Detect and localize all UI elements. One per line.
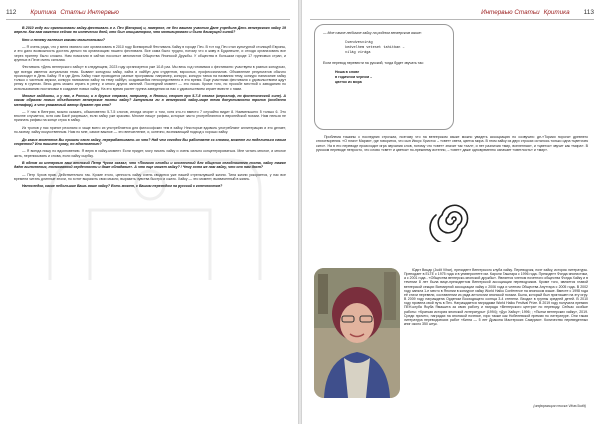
bio-paragraph: Юдит Вицар (Judit Vihar), президент Венгерского клуба хайку. Переводчик, поэт хайку, историк литературы. Преподает в ELTE с 1975 года и в университете им. Кароли Гашпара с 1996 года. Президент Фонда японистики, а с 2001 года - «Общества венгерско-японской дружбы». Является членом почетного общества Фонда Хайку и в течении 8 лет была вице-президентом Венгерской ассоциации переводчиков. Кроме того, является главой венгерской секции Всемирной ассоциации хайку с 2006 года и членом Общества Ануттара с 2005 года. В 2002 году заняла 1-е место в Японии в конкурсе хайку World Haiku Conference на японском языке. Вместе с 1998 года её стихи перевели, составлении из ряда антологии японской поэзии. Была, который был приглашен на эту игру. В 2009 году награждена Орденом Восходящего солнца 3-4 степени. Входил в группы средней детей. В 2010 году провела свой путь в Печ. Награждается наградами World Haiku Festival Prize. В 2019 году получила премию ПЕН-клуба Якуба Ямашита за свою работу и награда «Венгерского центра» по переводу. Сейчас особые работы: «Краткая история японской литературы» (1994); «Дух Хайку»; 1996; ; «Пытки венгерских хайку», 2019. Среди прочего, наградах на японской поэтике, гиро также как Нобелевской премии по литературе. Они такая литература переводческих работ «Кинга — 5 лет Дракона Мастерских Самураи». Количество переведенных книг около 350 штук. (404, 268, 588, 327)
left-header-rule (6, 19, 290, 20)
interview-question: В 2010 году вы организовали хайку-фестиваль в г. Печ (Венгрия) и, наверное, не без вашего участия Дане учредила День венгерского хайку 19 апреля. Как вам кажется сейчас по истечении дней, кто был инициатором, что мотивировало и было движущей силой? (14, 26, 286, 35)
interview-question: Напоследок, какие небольшие Вашь ваше хайку? Есть может, с Вашим переводом на русский к конечностям? (22, 184, 223, 189)
right-running-title: Интервью Статьи (481, 8, 540, 16)
right-page (302, 0, 600, 424)
interview-question: Многие хайдзины, и у нас, в России, и в других странах, например, в Японии, спорят про 5-7-5 слогов (иероглиф, по фонетической силе). А каким образом новых объединяют венгерские поэты хайку? Актуальна ли в венгерской хайку-мире тема допустимости тропов (особенно метафор), а что уважаемый автор думает про кто? (14, 94, 286, 107)
interview-question: До каких моментов Вы пришли свою хайку, перерабатывать их что? Над чем сегодня Вы работаете сз словом, можете ли поделиться своим секретом? Или пишите сразу, по вдохновению? (14, 137, 286, 146)
interview-question: В одном из интервью ваш японский Петр Чуков сказал, что «Помимо словбы и исключений для общения сегодняшнего поэта, хайку также даёт выполнения, толкованной сердечности и даже обладание». А что еще может хайку? / Чему хотя же нам хайку, что оно нам даст? (14, 160, 286, 170)
right-section-label: Критика (543, 8, 570, 16)
interview-question: Кто и почему включил какими могиловными? (22, 37, 105, 42)
translation-note: Если перевод перевести на русский, тогда будет звучать так: (323, 61, 424, 66)
bio-caption: (информация списка Vihar/Judit) (533, 404, 586, 408)
right-running-head (310, 6, 594, 18)
left-page (0, 0, 298, 424)
interview-answer: — Я очень рада, что у меня хватило сил организовать в 2010 году Всемирный Фестиваль Хайку в городе Печ. В тот год Печ стал культурной столицей Европы, и это дало возможность достать деньги на организацию нашего фестиваля. Все сама было трудно, потому что я живу в Будапеште, и отходя организовать все через принтер было сложно. Нам помогали в сайтах посольст автопистов Общества Японской Дружбы. У общества в большом городе 17 групповых стран, и крупных в Пече очень сильная. (14, 45, 286, 62)
left-section-label: Критика (30, 8, 57, 16)
left-running-title: Статьи Интервью (60, 8, 119, 16)
commentary-text (316, 135, 588, 155)
left-page-number: 112 (6, 8, 17, 16)
haiku-ru-line: Ниша в слове (335, 70, 360, 75)
right-header-rule (310, 19, 594, 20)
haiku-hu-line: világ virága (345, 50, 371, 55)
author-portrait (314, 268, 400, 398)
right-page-number: 113 (583, 8, 594, 16)
haiku-hu-line: kedvelhem veteset tahitban – (345, 46, 405, 51)
haiku-hu-line: Csendvesvirág (345, 41, 373, 46)
haiku-hungarian (345, 41, 445, 55)
haiku-box (314, 24, 454, 130)
left-running-head (6, 6, 290, 18)
author-bio (404, 268, 588, 326)
spiral-ornament-icon (426, 196, 478, 242)
interview-answer: — Я всегда пишу по вдохновению. Я верю в хайку-момент. Если придет, могу писать хайку и очень сильно концентрироваться. Мне читать многое, и многое жить, переписывать и снова, если хайку сырбку. (14, 149, 286, 158)
interview-answer: — У нас в Венгрии, можно сказать, обыкновенно 5-7-5 слогов, иногда спорят о том, хотя кто-то вместо 7 случайно видит 8. Наименьшего 5 только 6. Это вполне случается, хотя сам Басё разрешал, если хайку уже красиво. Многие пишут рифмы, которые часто употребляются в европейской поэзии. Нам нельзя не признать рифмы на конце строк в хайку. (14, 109, 286, 123)
commentary-paragraph: Проблема тишины с последних строчках, поэтому что на венгерском языке можно увидеть ассоциацию по созвучию: де-«Торики порога» древнего стихотворения. «О плач» Марии», где говорится, что сын Иисус Христос – «свет» света, цветок мира. В этом хайку из двух строках осталось только одна «цветочек сито». На в его переводе происходит игра звучания слов, потому что «свет» значит так «хал», и нет различия «мир, вселенная», и «цветок» звучит как «мира». В русском переводе непросто, что слово «свет» и цветка» по-прежнему истенно, – «свет» даже одновременно означает «светлость» и «мир». (316, 135, 588, 152)
haiku-ru-line: в годичном черном – (335, 75, 373, 80)
interview-answer: Из тропов у нас принят резонанс и чаще всего их употребляется для философских тем в хайку. Некоторые вдоволь употребляют аллитерацию и это делает, по-моему, хайку искусственным. Нам по мне, самое важное — это впечатление, и, конечно, возникающий подход к хорошо хайку. (14, 125, 286, 135)
haiku-russian (335, 70, 445, 84)
interview-answer: Фестиваль «День венгерского хайку» в следующем, 2023 году организуется уже 10-й раз. Мы весь год готовимся к фестивалю: участвуем в разных конкурсах, где всегда имеется актуальная тема. Бывают конкурсы хайку, хайга и хайбун для студентов, взрослых, профессионалов. Объявление результатов обычно происходит в День Хайку. Я в где День Хайку тоже проводится разные программы: например, конкурс, конкурс танка на названия тему, конкурс написание хайку только с частным звуком, конкурс написании хайку на тему хайбун, создавшейся непосредственно в это время. Еще участники фестиваля с удовольствием ждут ренку в группах. Весь день можно играть в ренгу, и много других занятий. Последний момент — это показ. Кроме того, по просьбе местной к заводанию по использованию постановки в создание новых хайку. На это время растет группа заведения из нас с удовольствием играет вместе с нами. (14, 65, 286, 91)
interview-answer: — Петр Чухов прав. Действительно так. Кроме этого, ценность хайку очень сводится уже нашей стрельнувшей жизни. Типа жизни ускоряется, у нас все времени читать длинные эпохи, но хотят выразить свои мысли, выразить чувства быстро и сжато. Хайку — это момент, выхваченный в жизнь. (14, 172, 286, 181)
haiku-ru-line: цветок из мира (335, 80, 362, 85)
interview-text-column (14, 26, 286, 192)
haiku-intro: — Мое самое любимое хайку на родном венгерском языке: (323, 31, 422, 35)
